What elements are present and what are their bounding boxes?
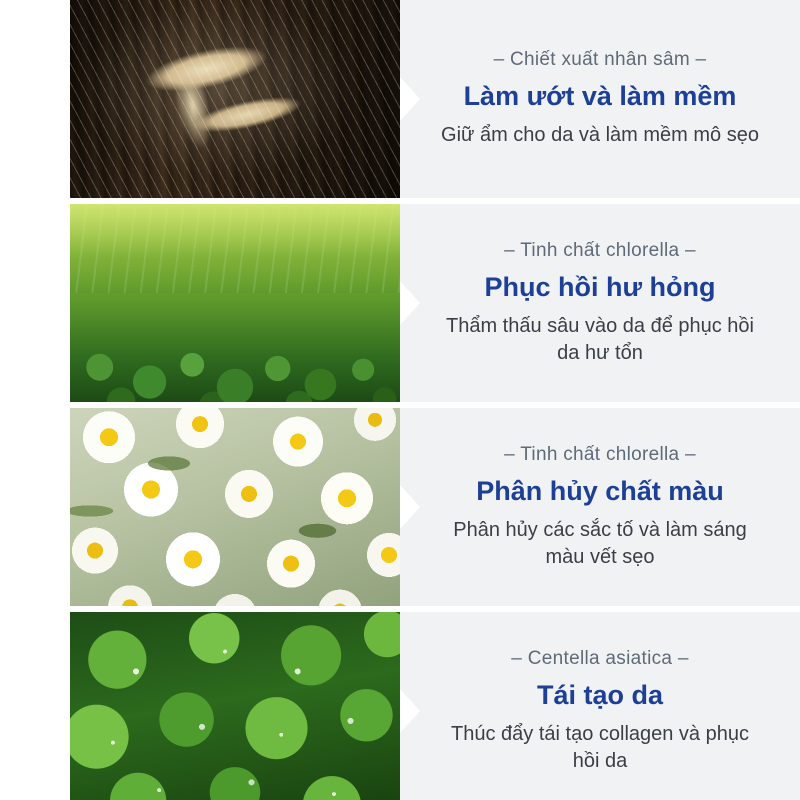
benefit-description: Thúc đẩy tái tạo collagen và phục hồi da	[451, 722, 749, 772]
chlorella-marimo-photo	[70, 204, 400, 402]
ingredient-image-chlorella	[70, 204, 400, 402]
benefit-section-chamomile	[0, 408, 800, 606]
pointer-arrow	[400, 77, 420, 121]
left-margin	[0, 0, 70, 800]
benefit-description: Giữ ẩm cho da và làm mềm mô sẹo	[441, 124, 759, 146]
benefit-headline: Làm ướt và làm mềm	[463, 81, 737, 111]
ingredient-image-centella	[70, 612, 400, 800]
benefit-section-centella	[0, 612, 800, 800]
benefit-headline: Tái tạo da	[536, 679, 664, 710]
benefit-section-ginseng	[0, 0, 800, 198]
benefit-text-block	[400, 612, 800, 800]
benefit-headline: Phục hồi hư hỏng	[484, 271, 716, 302]
ginseng-root-photo	[70, 0, 400, 198]
benefit-section-chlorella	[0, 204, 800, 402]
daisy-foliage	[70, 408, 400, 606]
benefit-text-block	[400, 204, 800, 402]
ingredient-image-chamomile	[70, 408, 400, 606]
ingredient-label: – Centella asiatica –	[511, 647, 689, 669]
ingredient-label: – Tinh chất chlorella –	[504, 443, 696, 465]
chamomile-daisy-photo	[70, 408, 400, 606]
centella-asiatica-photo	[70, 612, 400, 800]
pointer-arrow	[400, 281, 420, 325]
benefit-description: Thẩm thấu sâu vào da để phục hồi da hư tổn	[446, 314, 754, 364]
ingredient-label: – Chiết xuất nhân sâm –	[493, 49, 707, 70]
ingredient-image-ginseng	[70, 0, 400, 198]
pointer-arrow	[400, 485, 420, 529]
benefit-description: Phân hủy các sắc tố và làm sáng màu vết sẹo	[453, 518, 747, 568]
benefit-text-block	[400, 408, 800, 606]
water-droplets	[70, 612, 400, 800]
ingredient-label: – Tinh chất chlorella –	[504, 239, 696, 261]
pointer-arrow	[400, 689, 420, 733]
benefit-headline: Phân hủy chất màu	[476, 475, 724, 506]
benefit-text-block	[400, 0, 800, 198]
